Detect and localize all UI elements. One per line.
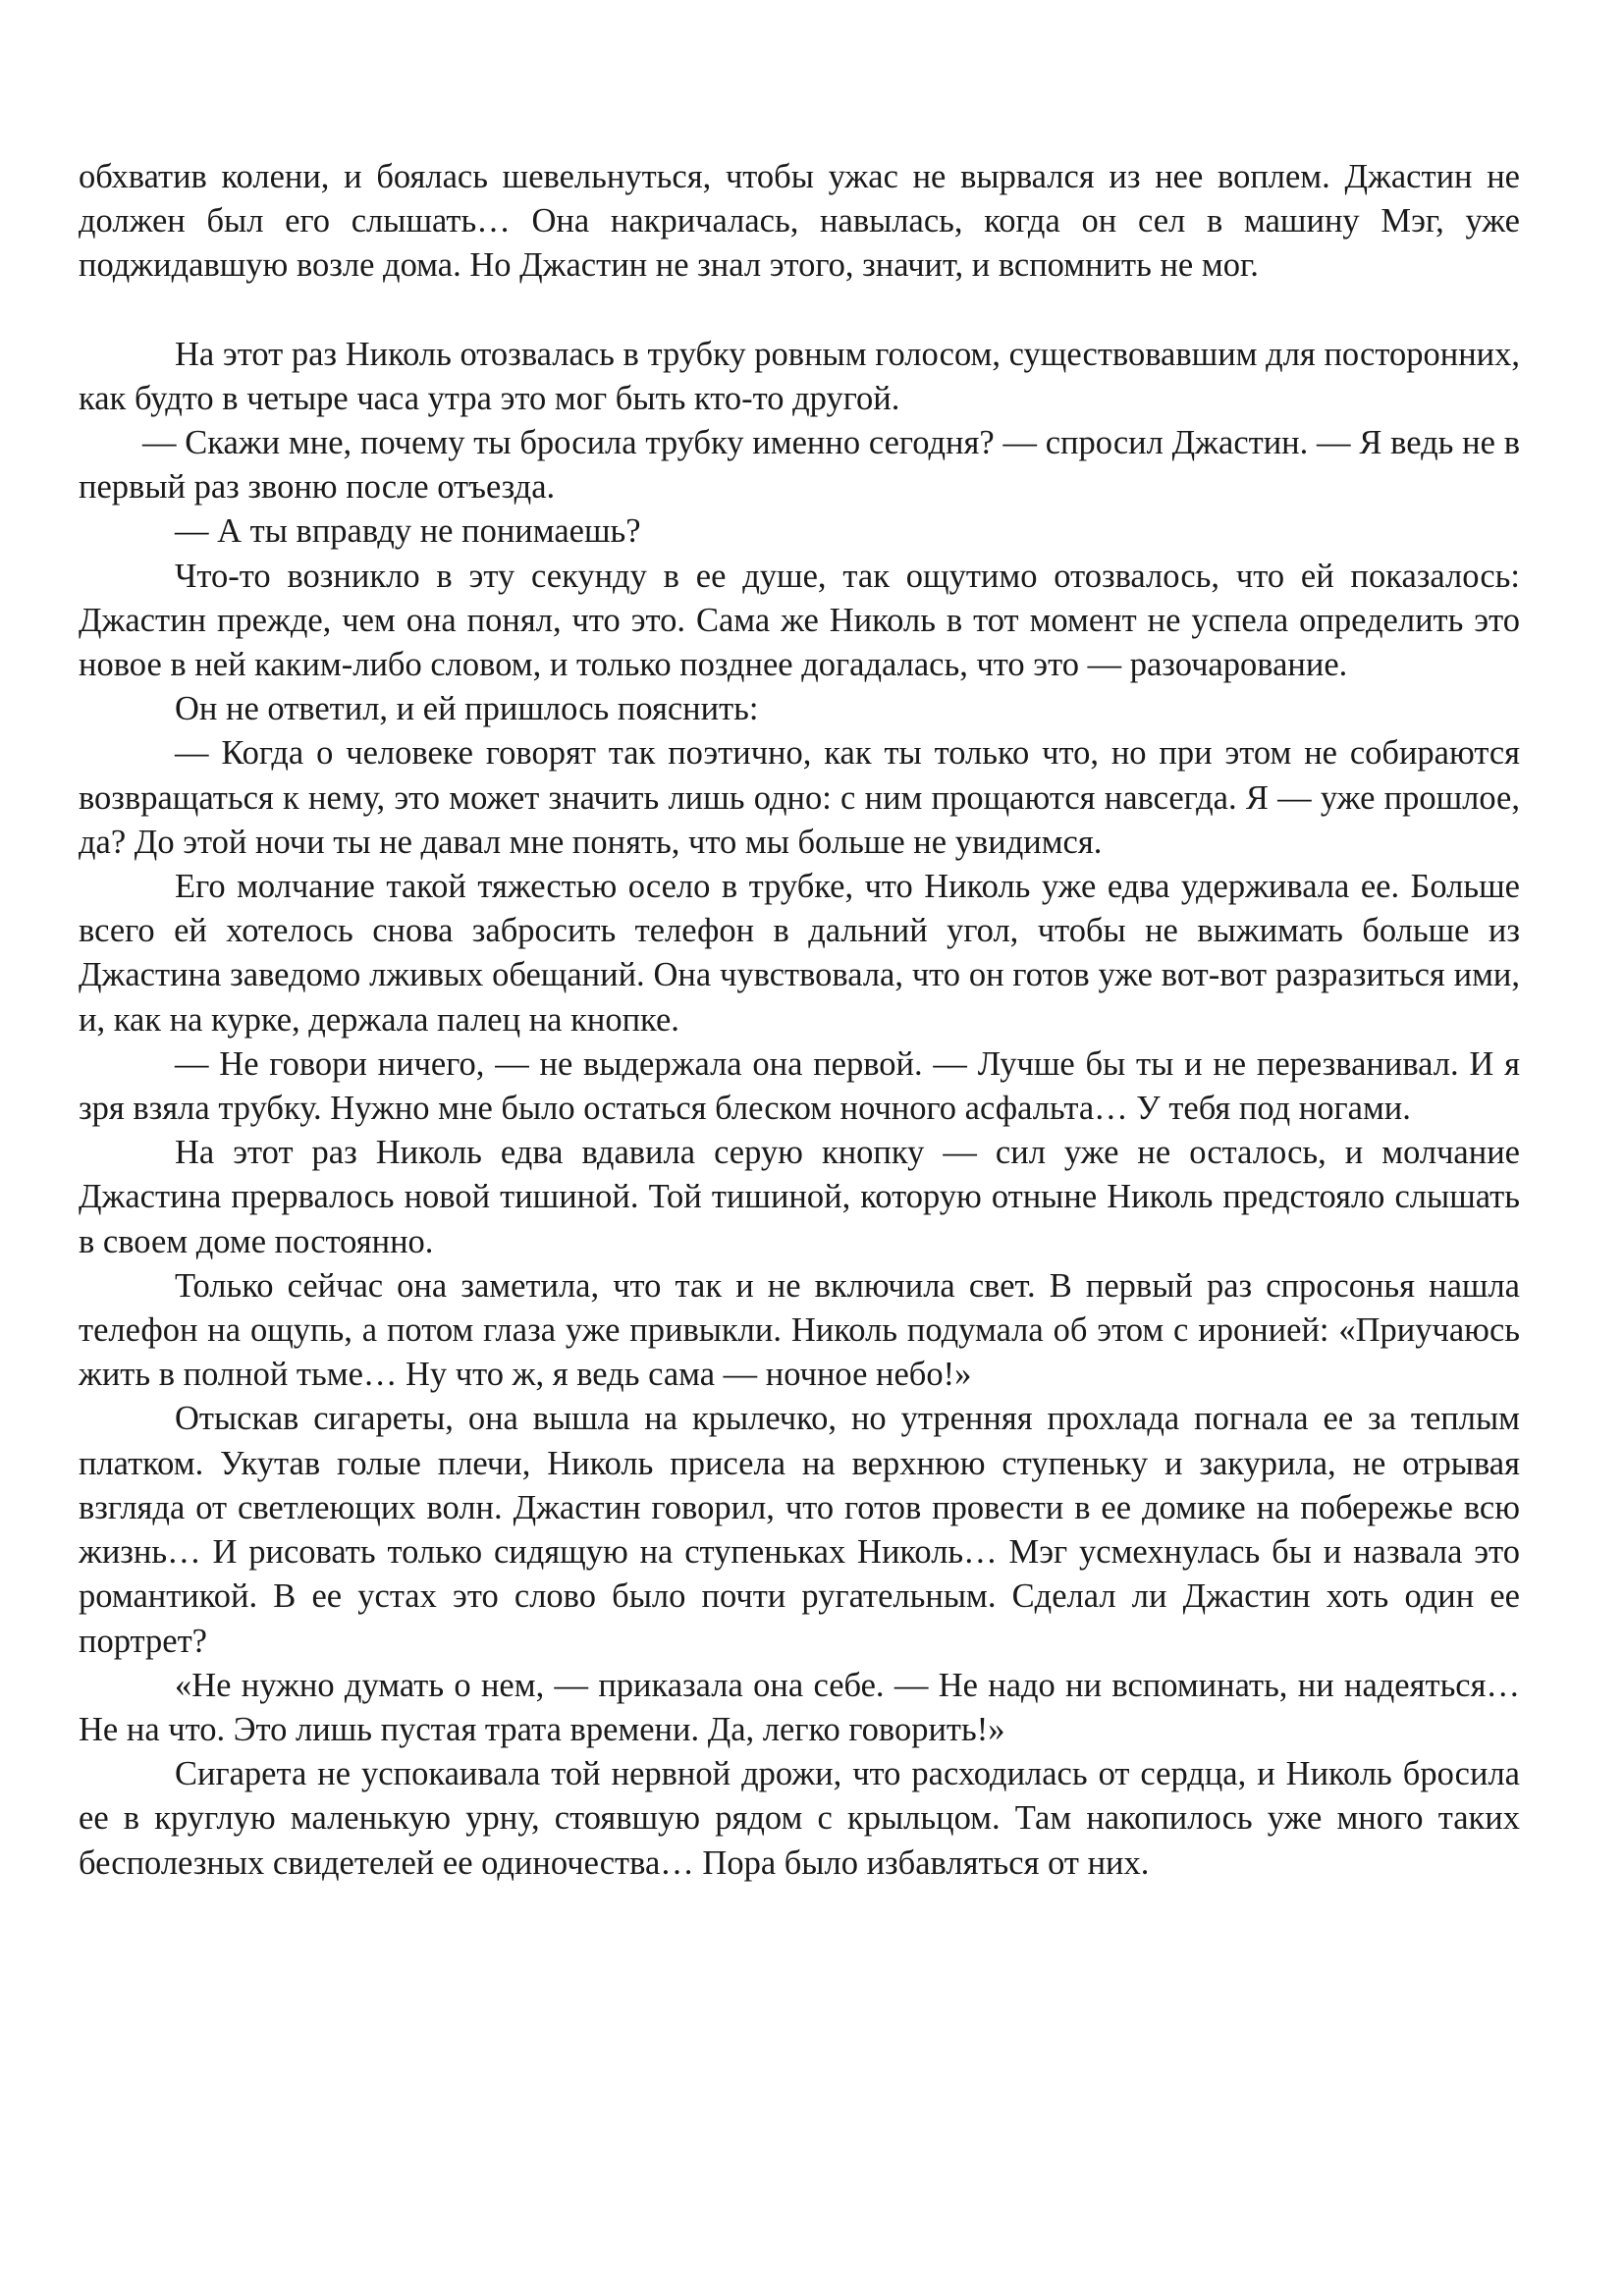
paragraph-11: Только сейчас она заметила, что так и не включила свет. В первый раз спросонья нашла телефон на ощупь, а потом глаза уже привыкли. Николь подумала об этом с иронией: «Приучаюсь жить в полной тьме… Ну что ж, я ведь сама — ночное небо!» [79,1266,1520,1394]
body-text [79,155,1520,1886]
paragraph-13: «Не нужно думать о нем, — приказала она себе. — Не надо ни вспоминать, ни надеяться… Не на что. Это лишь пустая трата времени. Да, легко говорить!» [79,1666,1520,1748]
paragraph-5: Что-то возникло в эту секунду в ее душе, так ощутимо отозвалось, что ей показалось: Джастин прежде, чем она понял, что это. Сама же Николь в тот момент не успела определить это новое в ней каким-либо словом, и только позднее догадалась, что это — разочарование. [79,557,1520,684]
section-break [79,289,1520,333]
paragraph-9: — Не говори ничего, — не выдержала она первой. — Лучше бы ты и не перезванивал. И я зря взяла трубку. Нужно мне было остаться блеском ночного асфальта… У тебя под ногами. [79,1044,1520,1128]
paragraph-4: — А ты вправду не понимаешь? [175,512,641,551]
paragraph-6: Он не ответил, и ей пришлось пояснить: [175,690,759,728]
paragraph-12: Отыскав сигареты, она вышла на крылечко, но утренняя прохлада погнала ее за теплым платком. Укутав голые плечи, Николь присела на верхнюю ступеньку и закурила, не отрывая взгляда от светлеющих волн. Джастин говорил, что готов провести в ее домике на побережье всю жизнь… И рисовать только сидящую на ступеньках Николь… Мэг усмехнулась бы и назвала это романтикой. В ее устах это слово было почти ругательным. Сделал ли Джастин хоть один ее портрет? [79,1400,1520,1660]
paragraph-1: обхватив колени, и боялась шевельнуться, чтобы ужас не вырвался из нее воплем. Джастин не должен был его слышать… Она накричалась, навылась, когда он сел в машину Мэг, уже поджидавшую возле дома. Но Джастин не знал этого, значит, и вспомнить не мог. [79,158,1520,285]
paragraph-7: — Когда о человеке говорят так поэтично, как ты только что, но при этом не собираются возвращаться к нему, это может значить лишь одно: с ним прощаются навсегда. Я — уже прошлое, да? До этой ночи ты не давал мне понять, что мы больше не увидимся. [79,734,1520,861]
paragraph-3: — Скажи мне, почему ты бросила трубку именно сегодня? — спросил Джастин. — Я ведь не в первый раз звоню после отъезда. [79,424,1520,507]
paragraph-2: На этот раз Николь отозвалась в трубку ровным голосом, существовавшим для посторонних, как будто в четыре часа утра это мог быть кто-то другой. [79,335,1520,417]
paragraph-14: Сигарета не успокаивала той нервной дрожи, что расходилась от сердца, и Николь бросила ее в круглую маленькую урну, стоявшую рядом с крыльцом. Там накопилось уже много таких бесполезных свидетелей ее одиночества… Пора было избавляться от них. [79,1755,1520,1882]
paragraph-10: На этот раз Николь едва вдавила серую кнопку — сил уже не осталось, и молчание Джастина прервалось новой тишиной. Той тишиной, которую отныне Николь предстояло слышать в своем доме постоянно. [79,1134,1520,1260]
paragraph-8: Его молчание такой тяжестью осело в трубке, что Николь уже едва удерживала ее. Больше всего ей хотелось снова забросить телефон в дальний угол, чтобы не выжимать больше из Джастина заведомо лживых обещаний. Она чувствовала, что он готов уже вот-вот разразиться ими, и, как на курке, держала палец на кнопке. [79,868,1520,1039]
